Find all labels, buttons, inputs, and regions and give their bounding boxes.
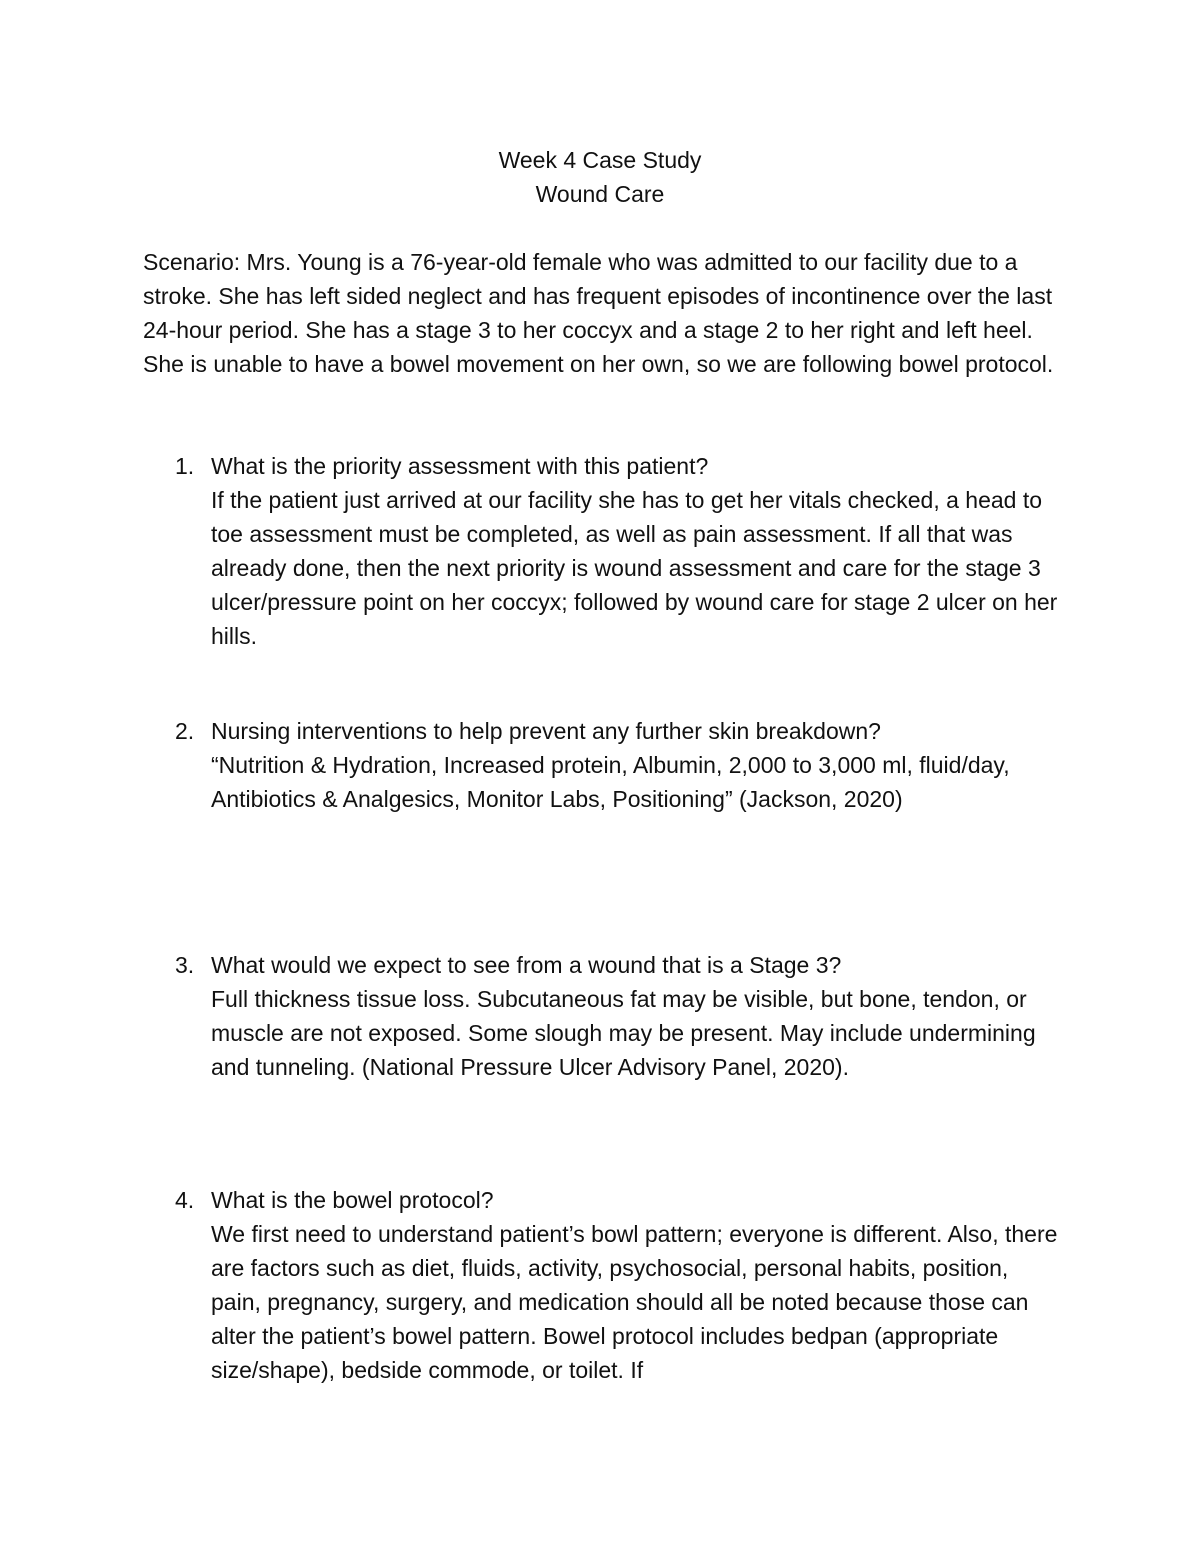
- question-text: What would we expect to see from a wound that is a Stage 3?: [211, 952, 842, 978]
- question-number: 2.: [175, 718, 195, 744]
- document-title: Week 4 Case Study: [498, 147, 702, 173]
- question-item: [143, 1183, 1063, 1387]
- document-subtitle: Wound Care: [535, 181, 665, 207]
- question-text: Nursing interventions to help prevent any further skin breakdown?: [211, 718, 881, 744]
- question-text: What is the priority assessment with this patient?: [211, 453, 709, 479]
- question-item: [143, 449, 1063, 653]
- answer-text: We first need to understand patient’s bowl pattern; everyone is different. Also, there are factors such as diet, fluids, activity, psychosocial, personal habits, position, pain, pregnancy, surgery, and medication should all be noted because those can alter the patient’s bowel pattern. Bowel protocol includes bedpan (appropriate size/shape), bedside commode, or toilet. If: [211, 1221, 1058, 1383]
- answer-text: Full thickness tissue loss. Subcutaneous fat may be visible, but bone, tendon, or muscle are not exposed. Some slough may be present. May include undermining and tunneling. (National Pressure Ulcer Advisory Panel, 2020).: [211, 986, 1036, 1080]
- answer-text: “Nutrition & Hydration, Increased protein, Albumin, 2,000 to 3,000 ml, fluid/day, Antibiotics & Analgesics, Monitor Labs, Positioning” (Jackson, 2020): [211, 752, 1010, 812]
- question-number: 4.: [175, 1187, 195, 1213]
- answer-text: If the patient just arrived at our facility she has to get her vitals checked, a head to toe assessment must be completed, as well as pain assessment. If all that was already done, then the next priority is wound assessment and care for the stage 3 ulcer/pressure point on her coccyx; followed by wound care for stage 2 ulcer on her hills.: [211, 487, 1058, 649]
- question-text: What is the bowel protocol?: [211, 1187, 494, 1213]
- scenario-paragraph: Scenario: Mrs. Young is a 76-year-old female who was admitted to our facility due to a stroke. She has left sided neglect and has frequent episodes of incontinence over the last 24-hour period. She has a stage 3 to her coccyx and a stage 2 to her right and left heel. She is unable to have a bowel movement on her own, so we are following bowel protocol.: [143, 249, 1054, 377]
- question-item: [143, 714, 1063, 816]
- question-item: [143, 948, 1063, 1084]
- question-number: 1.: [175, 453, 195, 479]
- question-number: 3.: [175, 952, 195, 978]
